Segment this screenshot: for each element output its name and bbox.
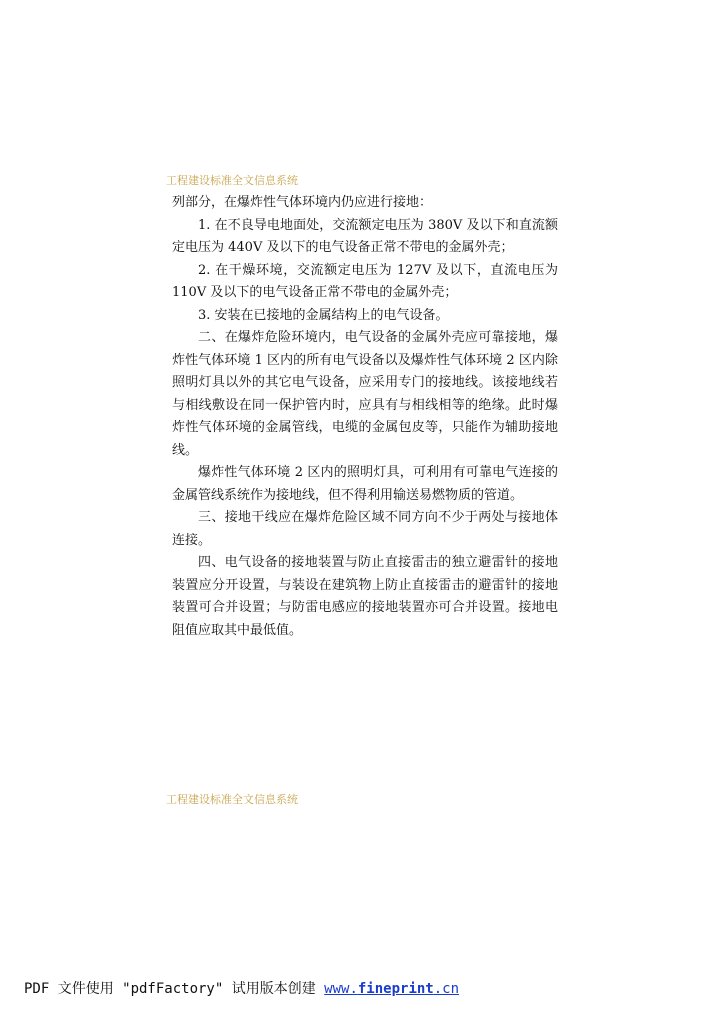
paragraph-lighting: 爆炸性气体环境 2 区内的照明灯具，可利用有可靠电气连接的金属管线系统作为接地线，但不得利用输送易燃物质的管道。 xyxy=(172,465,558,503)
paragraph-section-2: 二、在爆炸危险环境内，电气设备的金属外壳应可靠接地，爆炸性气体环境 1 区内的所有电气设备以及爆炸性气体环境 2 区内除照明灯具以外的其它电气设备，应采用专门的接地线。该接地线若与相线敷设在同一保护管内时，应具有与相线相等的绝缘。此时爆炸性气体环境的金属管线，电缆的金属包皮等，只能作为辅助接地线。 xyxy=(172,330,558,458)
paragraph-item-1: 1. 在不良导电地面处，交流额定电压为 380V 及以下和直流额定电压为 440V 及以下的电气设备正常不带电的金属外壳； xyxy=(172,217,558,255)
paragraph-intro: 列部分，在爆炸性气体环境内仍应进行接地： xyxy=(172,195,433,210)
paragraph-item-2: 2. 在干燥环境，交流额定电压为 127V 及以下，直流电压为 110V 及以下的电气设备正常不带电的金属外壳； xyxy=(172,262,558,300)
watermark-footer: 工程建设标准全文信息系统 xyxy=(166,793,298,806)
paragraph-section-4: 四、电气设备的接地装置与防止直接雷击的独立避雷针的接地装置应分开设置，与装设在建筑物上防止直接雷击的避雷针的接地装置可合并设置；与防雷电感应的接地装置亦可合并设置。接地电阻值应取其中最低值。 xyxy=(172,555,558,638)
fineprint-link[interactable]: www.fineprint.cn xyxy=(324,981,460,997)
watermark-header: 工程建设标准全文信息系统 xyxy=(166,174,298,187)
pdf-creator-footer xyxy=(24,978,459,1000)
paragraph-section-3: 三、接地干线应在爆炸危险区域不同方向不少于两处与接地体连接。 xyxy=(172,510,558,548)
paragraph-item-3: 3. 安装在已接地的金属结构上的电气设备。 xyxy=(198,307,449,323)
footer-text: PDF 文件使用 "pdfFactory" 试用版本创建 xyxy=(24,981,325,997)
document-body xyxy=(172,192,558,642)
